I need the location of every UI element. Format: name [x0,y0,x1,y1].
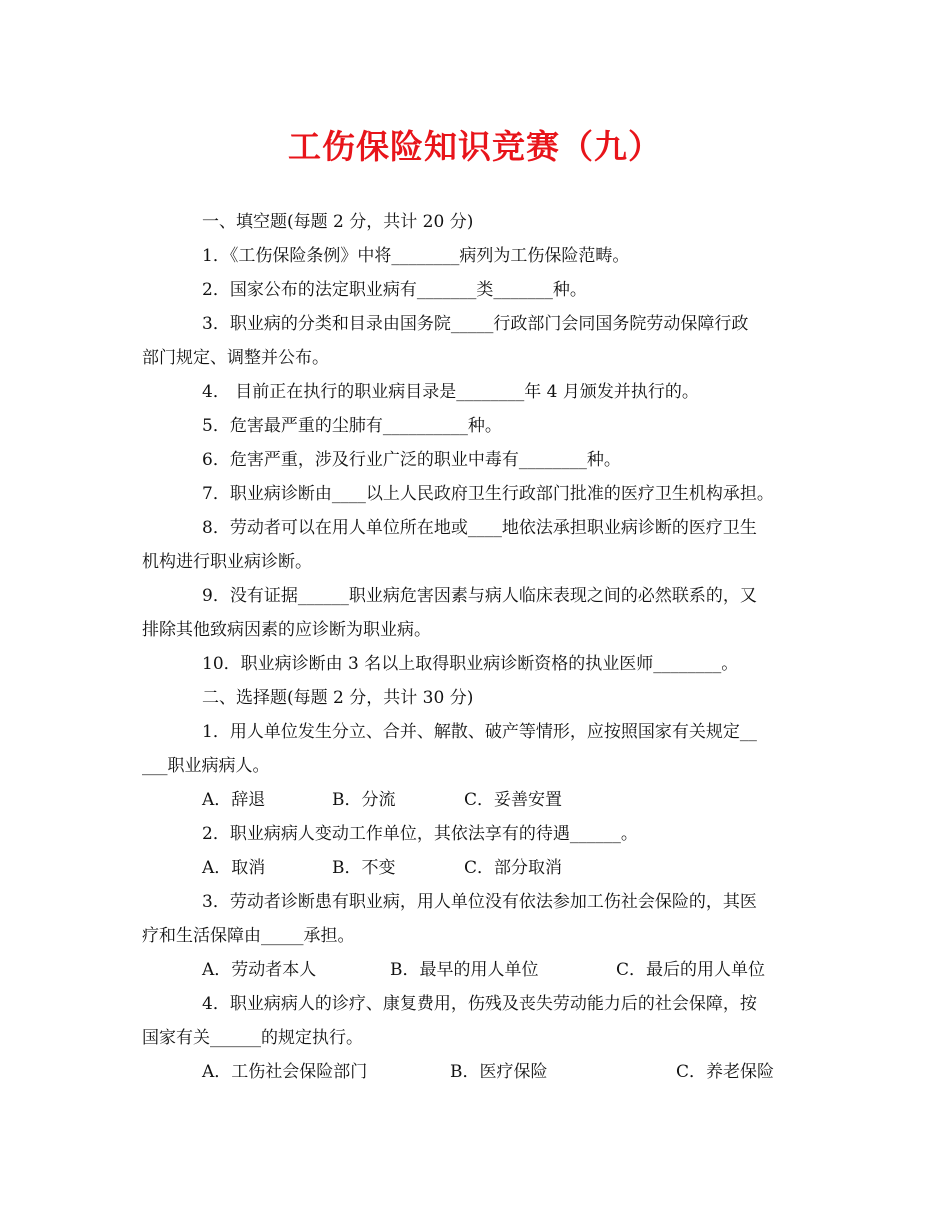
option-item: A．辞退 [202,790,266,810]
text-line: 10．职业病诊断由 3 名以上取得职业病诊断资格的执业医师________。 [202,654,739,674]
text-line: 机构进行职业病诊断。 [142,552,312,572]
option-item: B．医疗保险 [450,1062,548,1082]
text-line: 6．危害严重，涉及行业广泛的职业中毒有________种。 [202,450,621,470]
text-line: 4．职业病病人的诊疗、康复费用，伤残及丧失劳动能力后的社会保障，按 [202,994,757,1014]
document-title: 工伤保险知识竞赛（九） [288,127,662,166]
option-item: B．分流 [332,790,396,810]
text-line: 9．没有证据______职业病危害因素与病人临床表现之间的必然联系的，又 [202,586,757,606]
option-item: A．取消 [202,858,266,878]
text-line: 7．职业病诊断由____以上人民政府卫生行政部门批准的医疗卫生机构承担。 [202,484,774,504]
option-item: C．最后的用人单位 [616,960,766,980]
text-line: 2．职业病病人变动工作单位，其依法享有的待遇______。 [202,824,638,844]
text-line: 一、填空题(每题 2 分，共计 20 分) [202,212,474,232]
text-line: ___职业病病人。 [142,756,270,776]
option-row [142,1055,814,1089]
text-line: 3．职业病的分类和目录由国务院_____行政部门会同国务院劳动保障行政 [202,314,749,334]
option-item: C．部分取消 [464,858,563,878]
option-item: A．劳动者本人 [202,960,317,980]
option-row [142,851,814,885]
option-item: A．工伤社会保险部门 [202,1062,368,1082]
text-line: 3．劳动者诊断患有职业病，用人单位没有依法参加工伤社会保险的，其医 [202,892,757,912]
text-line: 1．《工伤保险条例》中将________病列为工伤保险范畴。 [202,246,630,266]
text-line: 部门规定、调整并公布。 [142,348,329,368]
text-line: 排除其他致病因素的应诊断为职业病。 [142,620,431,640]
text-line: 5．危害最严重的尘肺有__________种。 [202,416,502,436]
text-line: 1．用人单位发生分立、合并、解散、破产等情形，应按照国家有关规定__ [202,722,757,742]
text-line: 国家有关______的规定执行。 [142,1028,363,1048]
option-item: C．养老保险 [676,1062,775,1082]
document-body [142,205,814,1089]
option-item: B．最早的用人单位 [390,960,539,980]
text-line: 2．国家公布的法定职业病有_______类_______种。 [202,280,587,300]
text-line: 二、选择题(每题 2 分，共计 30 分) [202,688,474,708]
option-row [142,783,814,817]
text-line: 8．劳动者可以在用人单位所在地或____地依法承担职业病诊断的医疗卫生 [202,518,757,538]
option-row [142,953,814,987]
text-line: 4． 目前正在执行的职业病目录是________年 4 月颁发并执行的。 [202,382,699,402]
text-line: 疗和生活保障由_____承担。 [142,926,355,946]
option-item: C．妥善安置 [464,790,563,810]
option-item: B．不变 [332,858,396,878]
